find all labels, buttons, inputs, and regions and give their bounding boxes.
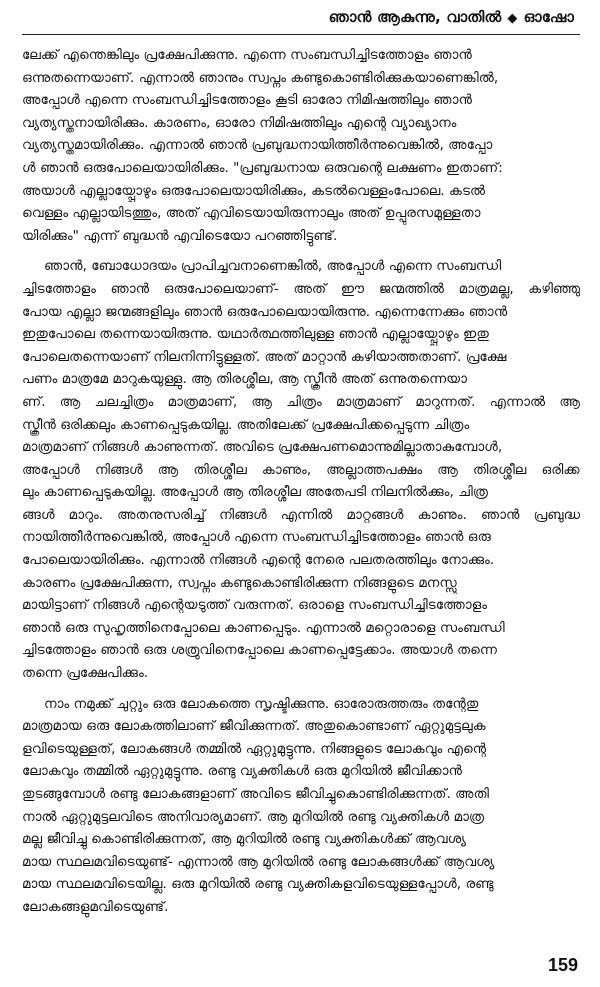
- text-line: ണ്. ആ ചലച്ചിത്രം മാത്രമാണ്, ആ ചിത്രം മാത്രമാണ് മാറുന്നത്. എന്നാൽ ആ: [22, 393, 580, 410]
- header-divider: [22, 34, 580, 35]
- author-name: ഓഷോ: [523, 8, 574, 26]
- text-line: ളവിടെയുള്ളത്, ലോകങ്ങൾ തമ്മിൽ ഏറ്റുമുട്ടുന്നു. നിങ്ങളുടെ ലോകവും എന്റെ: [22, 740, 487, 757]
- text-line: പോയ എല്ലാ ജന്മങ്ങളിലും ഞാൻ ഒരുപോലെയായിരുന്നു. എന്നെന്നേക്കും ഞാൻ: [22, 303, 508, 320]
- text-line: മായ സ്ഥലമവിടെയില്ല. ഒരു മുറിയിൽ രണ്ടു വ്യക്തികളവിടെയുള്ളപ്പോൾ, രണ്ടു: [22, 876, 494, 893]
- page-number: 159: [547, 955, 578, 975]
- text-line: സ്ക്രീൻ ഒരിക്കലും കാണപ്പെടുകയില്ല. അതിലേക്ക് പ്രക്ഷേപിക്കപ്പെടുന്ന ചിത്രം: [22, 416, 470, 433]
- text-line: തന്നെ പ്രക്ഷേപിക്കും.: [22, 665, 149, 682]
- text-line: ച്ചിടത്തോളം ഞാൻ ഒരുപോലെയാണ്- അത് ഈ ജന്മത്തിൽ മാത്രമല്ല, കഴിഞ്ഞു: [22, 280, 580, 297]
- text-line: അപ്പോൾ എന്നെ സംബന്ധിച്ചിടത്തോളം കൂടി ഓരോ നിമിഷത്തിലും ഞാൻ: [22, 92, 473, 109]
- text-line: മാത്രമാണ് നിങ്ങൾ കാണുന്നത്. അവിടെ പ്രക്ഷേപണമൊന്നുമില്ലാതാകുമ്പോൾ,: [22, 439, 503, 456]
- text-line: നായിത്തീർന്നുവെങ്കിൽ, അപ്പോൾ എന്നെ സംബന്ധിച്ചിടത്തോളം ഞാൻ ഒരു: [22, 529, 491, 546]
- text-line: അയാൾ എല്ലായ്പ്പോഴും ഒരുപോലെയായിരിക്കും, കടൽവെള്ളംപോലെ. കടൽ: [22, 182, 486, 199]
- text-line: മായിട്ടാണ് നിങ്ങൾ എന്റെയടുത്ത് വരുന്നത്. ഒരാളെ സംബന്ധിച്ചിടത്തോളം: [22, 597, 488, 614]
- text-line: വ്യത്യസ്തനായിരിക്കും. കാരണം, ഓരോ നിമിഷത്തിലും എന്റെ വ്യാഖ്യാനം: [22, 114, 457, 131]
- text-line: പോലെതന്നെയാണ് നിലനിന്നിട്ടുള്ളത്. അത് മാറ്റാൻ കഴിയാത്തതാണ്. പ്രക്ഷേ: [22, 348, 507, 365]
- paragraph-gap: [22, 247, 580, 255]
- text-line: ഇതുപോലെ തന്നെയായിരുന്നു. യഥാർത്ഥത്തിലുള്ള ഞാൻ എല്ലായ്പ്പോഴും ഇതു: [22, 326, 489, 343]
- text-line: അപ്പോൾ നിങ്ങൾ ആ തിരശ്ശീല കാണും, അല്ലാത്തപക്ഷം ആ തിരശ്ശീല ഒരിക്ക: [22, 461, 580, 478]
- text-line: ഒന്നുതന്നെയാണ്. എന്നാൽ ഞാനും സ്വപ്നം കണ്ടുകൊണ്ടിരിക്കുകയാണെങ്കിൽ,: [22, 69, 499, 86]
- text-line: നാൽ ഏറ്റുമുട്ടലവിടെ അനിവാര്യമാണ്. ആ മുറിയിൽ രണ്ടു വ്യക്തികൾ മാത്ര: [22, 808, 485, 825]
- text-line: യിരിക്കും" എന്ന് ബുദ്ധൻ എവിടെയോ പറഞ്ഞിട്ടുണ്ട്.: [22, 227, 338, 244]
- text-line: കാരണം പ്രക്ഷേപിക്കുന്ന, സ്വപ്നം കണ്ടുകൊണ്ടിരിക്കുന്ന നിങ്ങളുടെ മനസ്സു: [22, 574, 457, 591]
- running-header: [329, 8, 574, 26]
- text-line: ലോകവും തമ്മിൽ ഏറ്റുമുട്ടുന്നു. രണ്ടു വ്യക്തികൾ ഒരു മുറിയിൽ ജീവിക്കാൻ: [22, 763, 463, 780]
- text-line: വെള്ളം എല്ലായിടത്തും, അത് എവിടെയായിരുന്നാലും അത് ഉപ്പുരസമുള്ളതാ: [22, 205, 481, 222]
- diamond-separator-icon: ◆: [507, 11, 518, 26]
- text-line: ലും കാണപ്പെടുകയില്ല. അപ്പോൾ ആ തിരശ്ശീല അതേപടി നിലനിൽക്കും, ചിത്ര: [22, 484, 488, 501]
- text-line: പോലെയായിരിക്കും. എന്നാൽ നിങ്ങൾ എന്റെ നേരെ പലതരത്തിലും നോക്കും.: [22, 552, 495, 569]
- paragraph: [22, 44, 580, 247]
- text-line: ച്ചിടത്തോളം ഞാൻ ഒരു ശത്രുവിനെപ്പോലെ കാണപ്പെട്ടേക്കാം. അയാൾ തന്നെ: [22, 642, 497, 659]
- text-line: നാം നമുക്ക് ചുറ്റും ഒരു ലോകത്തെ സൃഷ്ടിക്കുന്നു. ഓരോരുത്തരും തന്റേതു: [44, 695, 479, 712]
- text-line: വ്യത്യസ്തമായിരിക്കും. എന്നാൽ ഞാൻ പ്രബുദ്ധനായിത്തീർന്നുവെങ്കിൽ, അപ്പോ: [22, 137, 493, 154]
- text-line: ങ്ങൾ മാറും. അതനുസരിച്ച് നിങ്ങൾ എന്നിൽ മാറ്റങ്ങൾ കാണും. ഞാൻ പ്രബുദ്ധ: [22, 506, 580, 523]
- paragraph-gap: [22, 685, 580, 693]
- paragraph: [22, 255, 580, 684]
- text-line: തുടങ്ങുമ്പോൾ രണ്ടു ലോകങ്ങളാണ് അവിടെ ജീവിച്ചുകൊണ്ടിരിക്കുന്നത്. അതി: [22, 786, 489, 802]
- text-line: പണം മാത്രമേ മാറുകയുള്ളു. ആ തിരശ്ശീല, ആ സ്ക്രീൻ അത് ഒന്നുതന്നെയാ: [22, 371, 468, 388]
- text-line: ൾ ഞാൻ ഒരുപോലെയായിരിക്കും. "പ്രബുദ്ധനായ ഒരുവന്റെ ലക്ഷണം ഇതാണ്:: [22, 159, 503, 176]
- chapter-title: ഞാൻ ആകുന്നു, വാതിൽ: [328, 8, 502, 26]
- text-line: ഞാൻ ഒരു സുഹൃത്തിനെപ്പോലെ കാണപ്പെടും. എന്നാൽ മറ്റൊരാളെ സംബന്ധി: [22, 619, 505, 636]
- paragraph: [22, 693, 580, 919]
- text-line: മല്ല ജീവിച്ചു കൊണ്ടിരിക്കുന്നത്, ആ മുറിയിൽ രണ്ടു വ്യക്തികൾക്ക് ആവശ്യ: [22, 831, 466, 848]
- text-line: മായ സ്ഥലമവിടെയുണ്ട്- എന്നാൽ ആ മുറിയിൽ രണ്ടു ലോകങ്ങൾക്ക് ആവശ്യ: [22, 853, 495, 870]
- text-line: ഞാൻ, ബോധോദയം പ്രാപിച്ചവനാണെങ്കിൽ, അപ്പോൾ എന്നെ സംബന്ധി: [44, 258, 502, 275]
- body-text: [22, 44, 580, 919]
- text-line: മാത്രമായ ഒരു ലോകത്തിലാണ് ജീവിക്കുന്നത്. അതുകൊണ്ടാണ് ഏറ്റുമുട്ടലുക: [22, 718, 486, 735]
- text-line: ലേക്ക് എന്തെങ്കിലും പ്രക്ഷേപിക്കുന്നു. എന്നെ സംബന്ധിച്ചിടത്തോളം ഞാൻ: [22, 47, 472, 63]
- text-line: ലോകങ്ങളുമവിടെയുണ്ട്.: [22, 898, 169, 915]
